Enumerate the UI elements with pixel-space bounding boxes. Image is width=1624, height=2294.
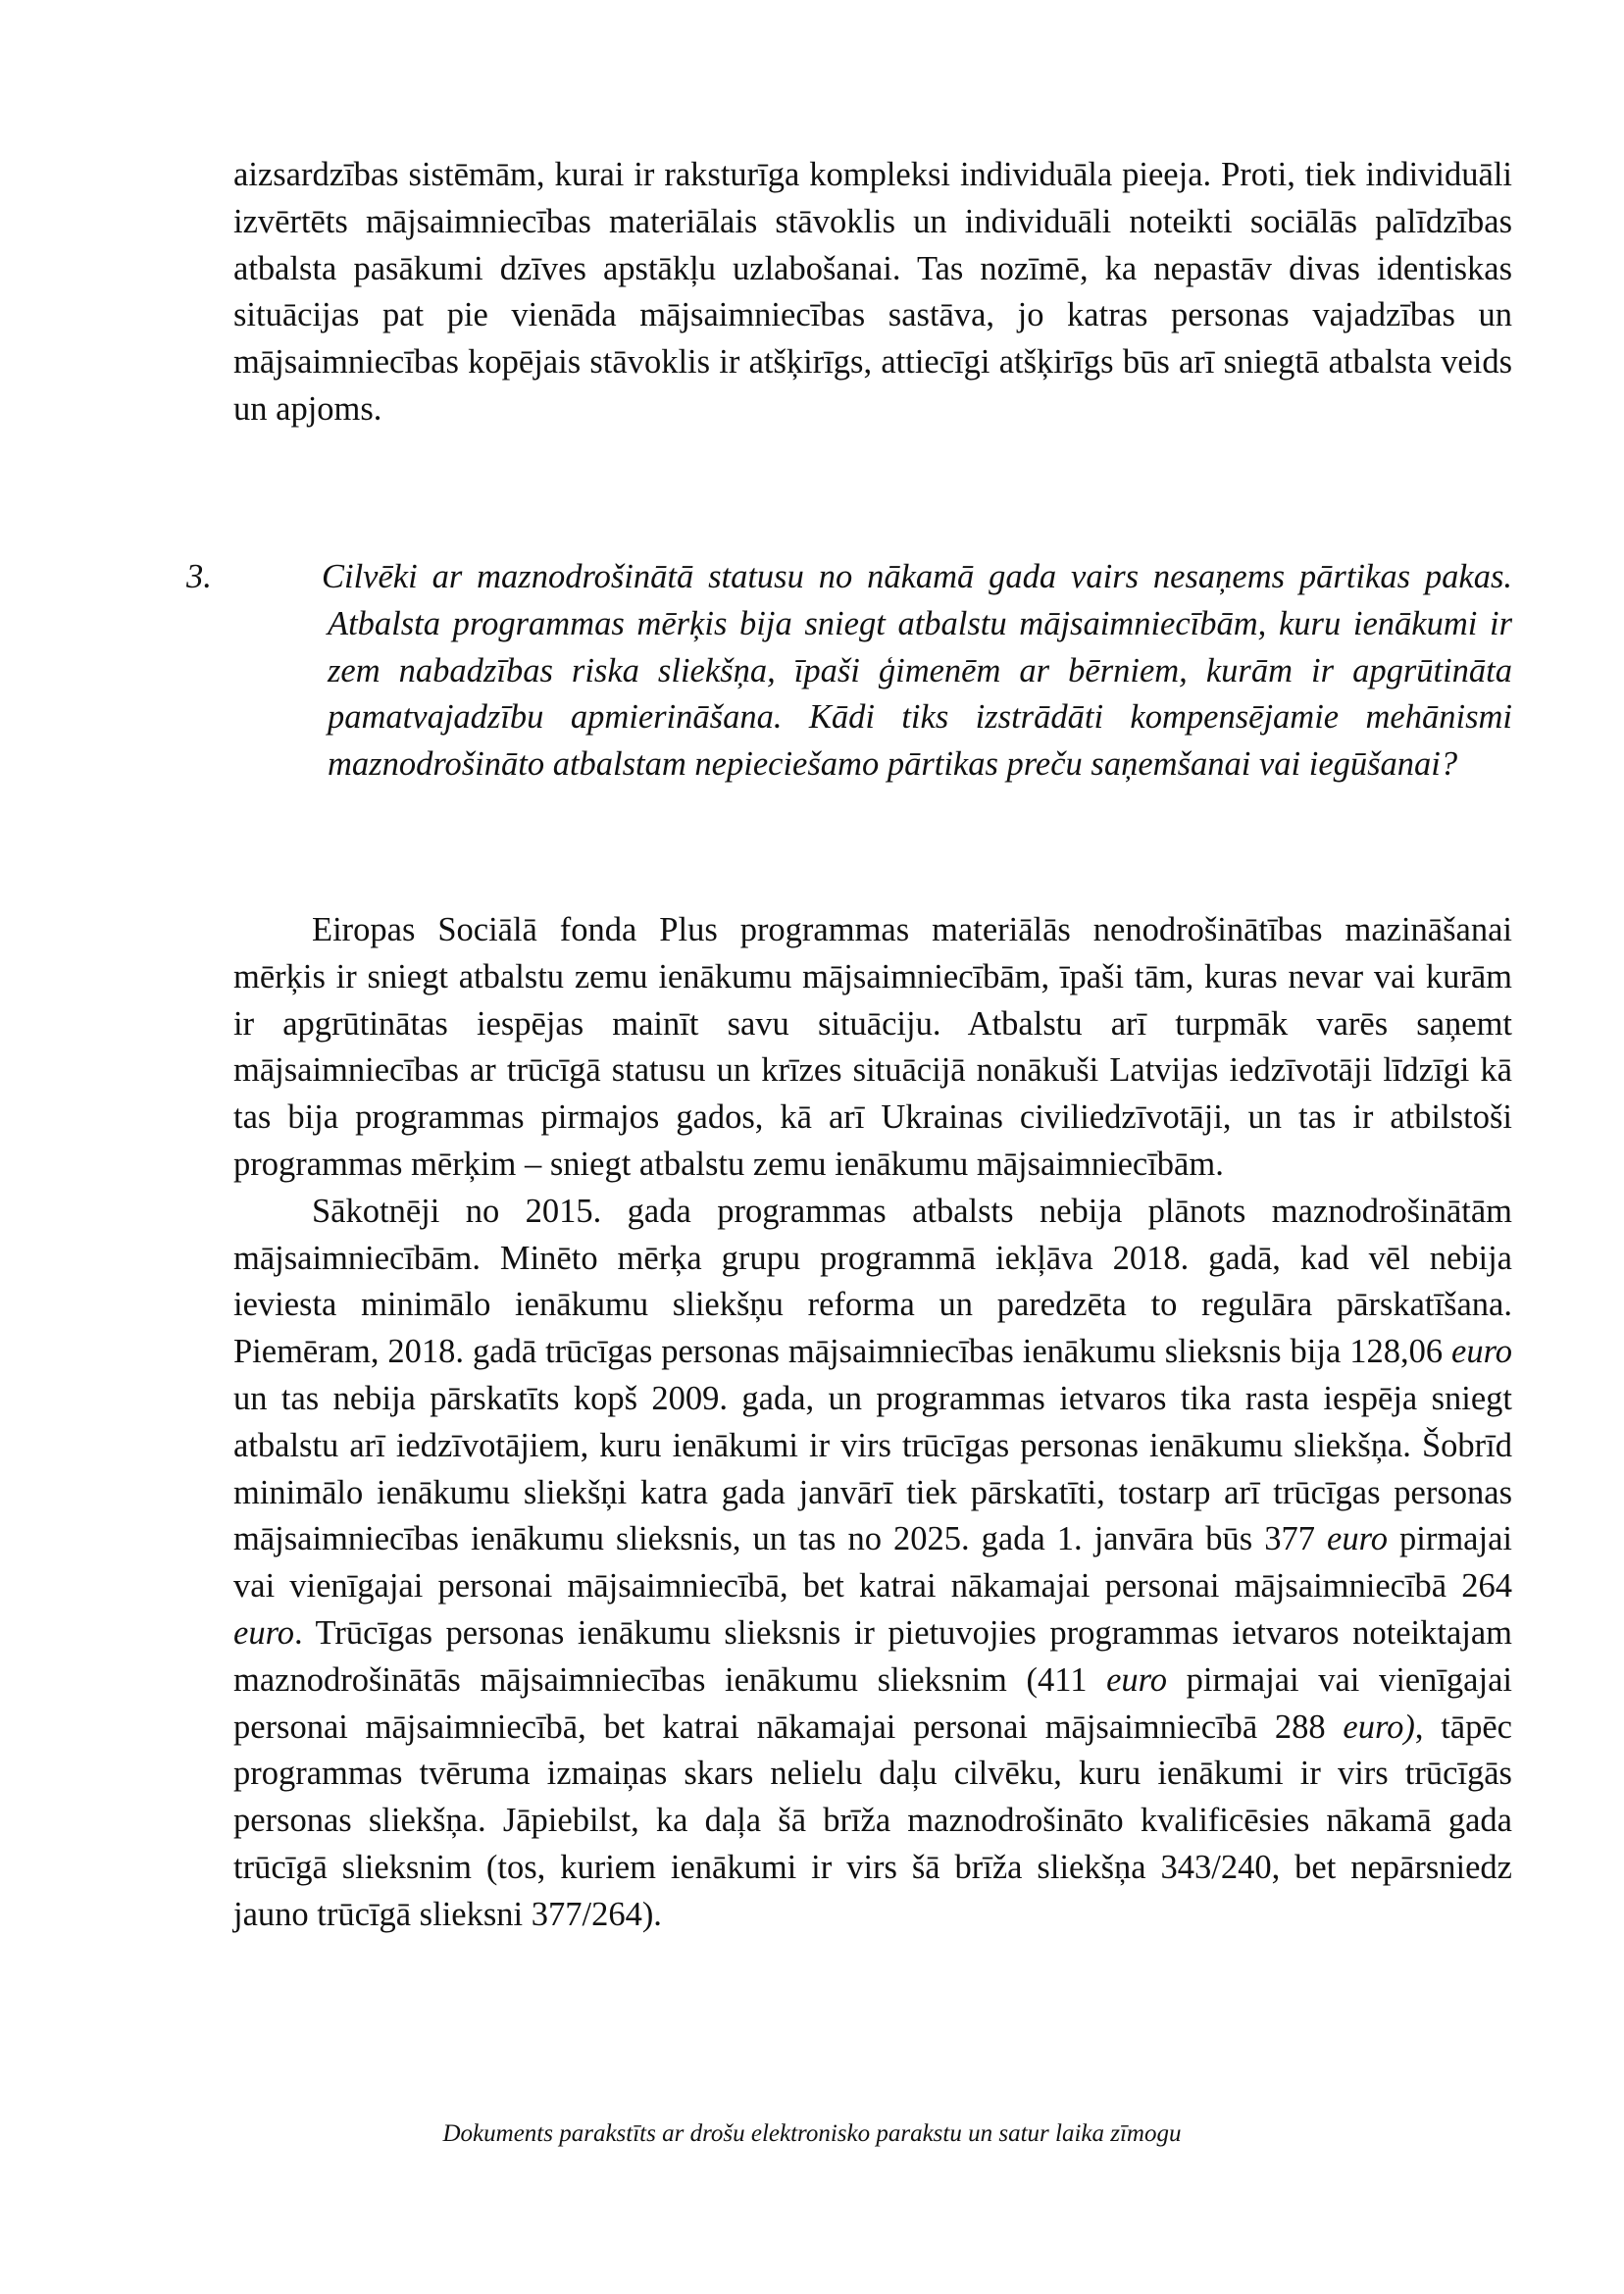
- intro-paragraph: aizsardzības sistēmām, kurai ir raksturīga kompleksi individuāla pieeja. Proti, tiek individuāli izvērtēts mājsaimniecības materiālais stāvoklis un individuāli noteikti sociālās palīdzības atbalsta pasākumi dzīves apstākļu uzlabošanai. Tas nozīmē, ka nepastāv divas identiskas situācijas pat pie vienāda mājsaimniecības sastāva, jo katras personas vajadzības un mājsaimniecības kopējais stāvoklis ir atšķirīgs, attiecīgi atšķirīgs būs arī sniegtā atbalsta veids un apjoms.: [233, 156, 1512, 428]
- currency-euro: euro: [1327, 1520, 1388, 1558]
- currency-euro: euro: [233, 1613, 294, 1652]
- currency-euro: euro: [1106, 1660, 1168, 1699]
- question-item: [186, 554, 1512, 789]
- answer-text-segment: pirmajai vai vienīgajai personai mājsaimniecībā, bet katrai nākamajai personai mājsaimniecībā 288: [233, 1660, 1512, 1746]
- answer-paragraph-2: [233, 1189, 1512, 1939]
- signature-footer-note: Dokuments parakstīts ar drošu elektronisko parakstu un satur laika zīmogu: [442, 2120, 1182, 2147]
- answer-text-segment: un tas nebija pārskatīts kopš 2009. gada, un programmas ietvaros tika rasta iespēja sniegt atbalstu arī iedzīvotājiem, kuru ienākumi ir virs trūcīgas personas ienākumu sliekšņa. Šobrīd minimālo ienākumu sliekšņi katra gada janvārī tiek pārskatīti, tostarp arī trūcīgas personas mājsaimniecības ienākumu slieksnis, un tas no 2025. gada 1. janvāra būs 377: [233, 1379, 1512, 1558]
- currency-euro: euro: [1451, 1333, 1512, 1371]
- answer-block: [233, 907, 1512, 1939]
- answer-text-segment: . Trūcīgas personas ienākumu slieksnis ir pietuvojies programmas ietvaros noteiktajam maznodrošinātās mājsaimniecības ienākumu slieksnim (411: [233, 1613, 1512, 1699]
- currency-euro: euro): [1343, 1708, 1415, 1746]
- question-block: [186, 554, 1512, 789]
- question-number: 3.: [186, 558, 212, 595]
- question-text: Cilvēki ar maznodrošinātā statusu no nākamā gada vairs nesaņems pārtikas pakas. Atbalsta programmas mērķis bija sniegt atbalstu mājsaimniecībām, kuru ienākumi ir zem nabadzības riska sliekšņa, īpaši ģimenēm ar bērniem, kurām ir apgrūtināta pamatvajadzību apmierināšana. Kādi tiks izstrādāti kompensējamie mehānismi maznodrošināto atbalstam nepieciešamo pārtikas preču saņemšanai vai iegūšanai?: [322, 558, 1512, 784]
- answer-text-segment: , tāpēc programmas tvēruma izmaiņas skars nelielu daļu cilvēku, kuru ienākumi ir virs trūcīgās personas sliekšņa. Jāpiebilst, ka daļa šā brīža maznodrošināto kvalificēsies nākamā gada trūcīgā slieksnim (tos, kuriem ienākumi ir virs šā brīža sliekšņa 343/240, bet nepārsniedz jauno trūcīgā slieksni 377/264).: [233, 1708, 1512, 1933]
- answer-paragraph-1: Eiropas Sociālā fonda Plus programmas materiālās nenodrošinātības mazināšanai mērķis ir sniegt atbalstu zemu ienākumu mājsaimniecībām, īpaši tām, kuras nevar vai kurām ir apgrūtinātas iespējas mainīt savu situāciju. Atbalstu arī turpmāk varēs saņemt mājsaimniecības ar trūcīgā statusu un krīzes situācijā nonākuši Latvijas iedzīvotāji līdzīgi kā tas bija programmas pirmajos gados, kā arī Ukrainas civiliedzīvotāji, un tas ir atbilstoši programmas mērķim – sniegt atbalstu zemu ienākumu mājsaimniecībām.: [233, 911, 1512, 1183]
- answer-text-segment: pirmajai vai vienīgajai personai mājsaimniecībā, bet katrai nākamajai personai mājsaimniecībā 264: [233, 1520, 1512, 1606]
- intro-paragraph-block: [233, 152, 1512, 433]
- answer-text-segment: Sākotnēji no 2015. gada programmas atbalsts nebija plānots maznodrošinātām mājsaimniecībām. Minēto mērķa grupu programmā iekļāva 2018. gadā, kad vēl nebija ieviesta minimālo ienākumu sliekšņu reforma un paredzēta to regulāra pārskatīšana. Piemēram, 2018. gadā trūcīgas personas mājsaimniecības ienākumu slieksnis bija 128,06: [233, 1192, 1512, 1371]
